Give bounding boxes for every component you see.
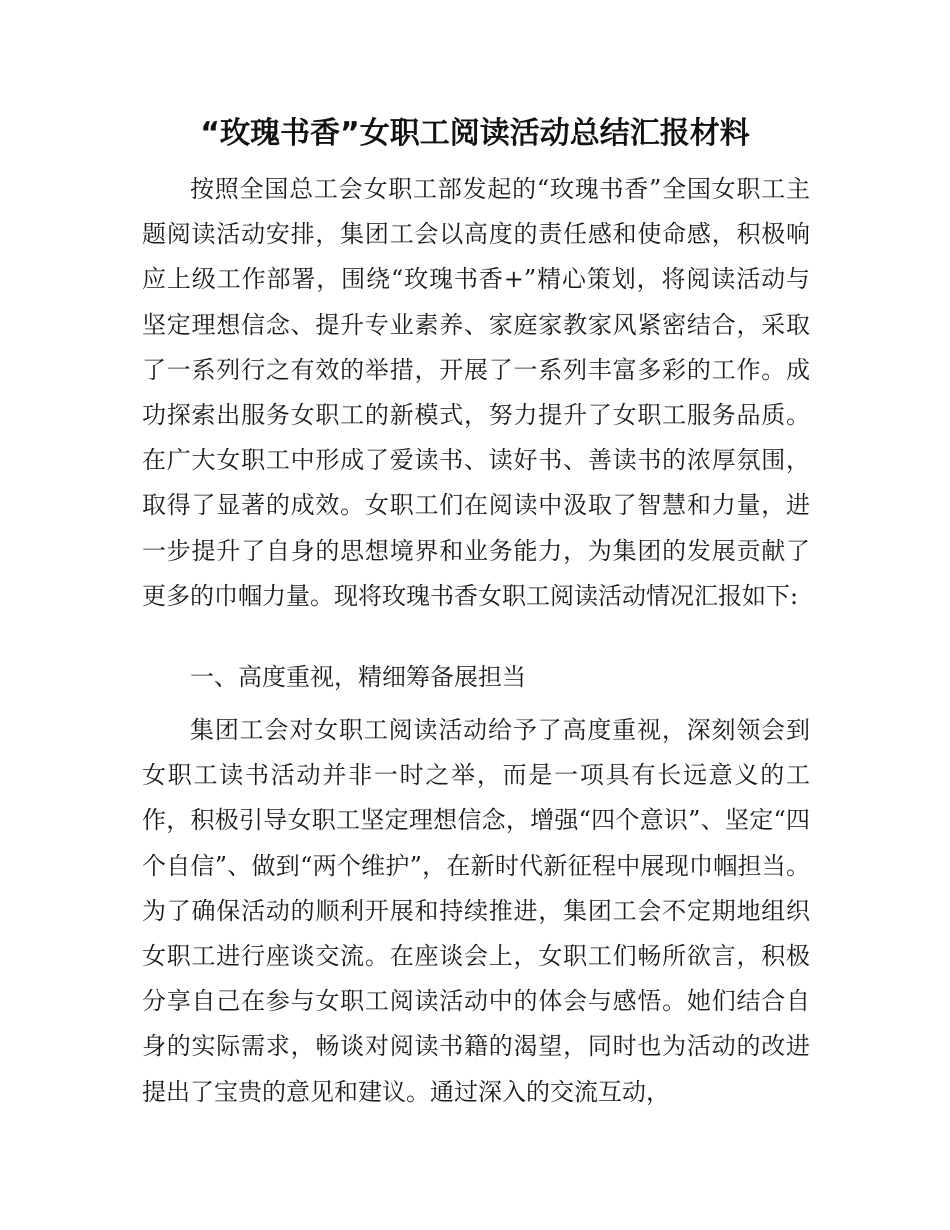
document-title: “玫瑰书香”女职工阅读活动总结汇报材料 — [200, 116, 750, 151]
section-heading: 一、高度重视，精细筹备展担当 — [190, 663, 526, 691]
body-paragraph-section-1: 集团工会对女职工阅读活动给予了高度重视，深刻领会到女职工读书活动并非一时之举，而是一项具有长远意义的工作，积极引导女职工坚定理想信念，增强“四个意识”、坚定“四个自信”、做到“两个维护”，在新时代新征程中展现巾帼担当。为了确保活动的顺利开展和持续推进，集团工会不定期地组织女职工进行座谈交流。在座谈会上，女职工们畅所欲言，积极分享自己在参与女职工阅读活动中的体会与感悟。她们结合自身的实际需求，畅谈对阅读书籍的渴望，同时也为活动的改进提出了宝贵的意见和建议。通过深入的交流互动， — [142, 716, 810, 1106]
body-paragraph-intro: 按照全国总工会女职工部发起的“玫瑰书香”全国女职工主题阅读活动安排，集团工会以高度的责任感和使命感，积极响应上级工作部署，围绕“玫瑰书香+”精心策划，将阅读活动与坚定理想信念、提升专业素养、家庭家教家风紧密结合，采取了一系列行之有效的举措，开展了一系列丰富多彩的工作。成功探索出服务女职工的新模式，努力提升了女职工服务品质。在广大女职工中形成了爱读书、读好书、善读书的浓厚氛围，取得了显著的成效。女职工们在阅读中汲取了智慧和力量，进一步提升了自身的思想境界和业务能力，为集团的发展贡献了更多的巾帼力量。现将玫瑰书香女职工阅读活动情况汇报如下: — [142, 175, 810, 610]
